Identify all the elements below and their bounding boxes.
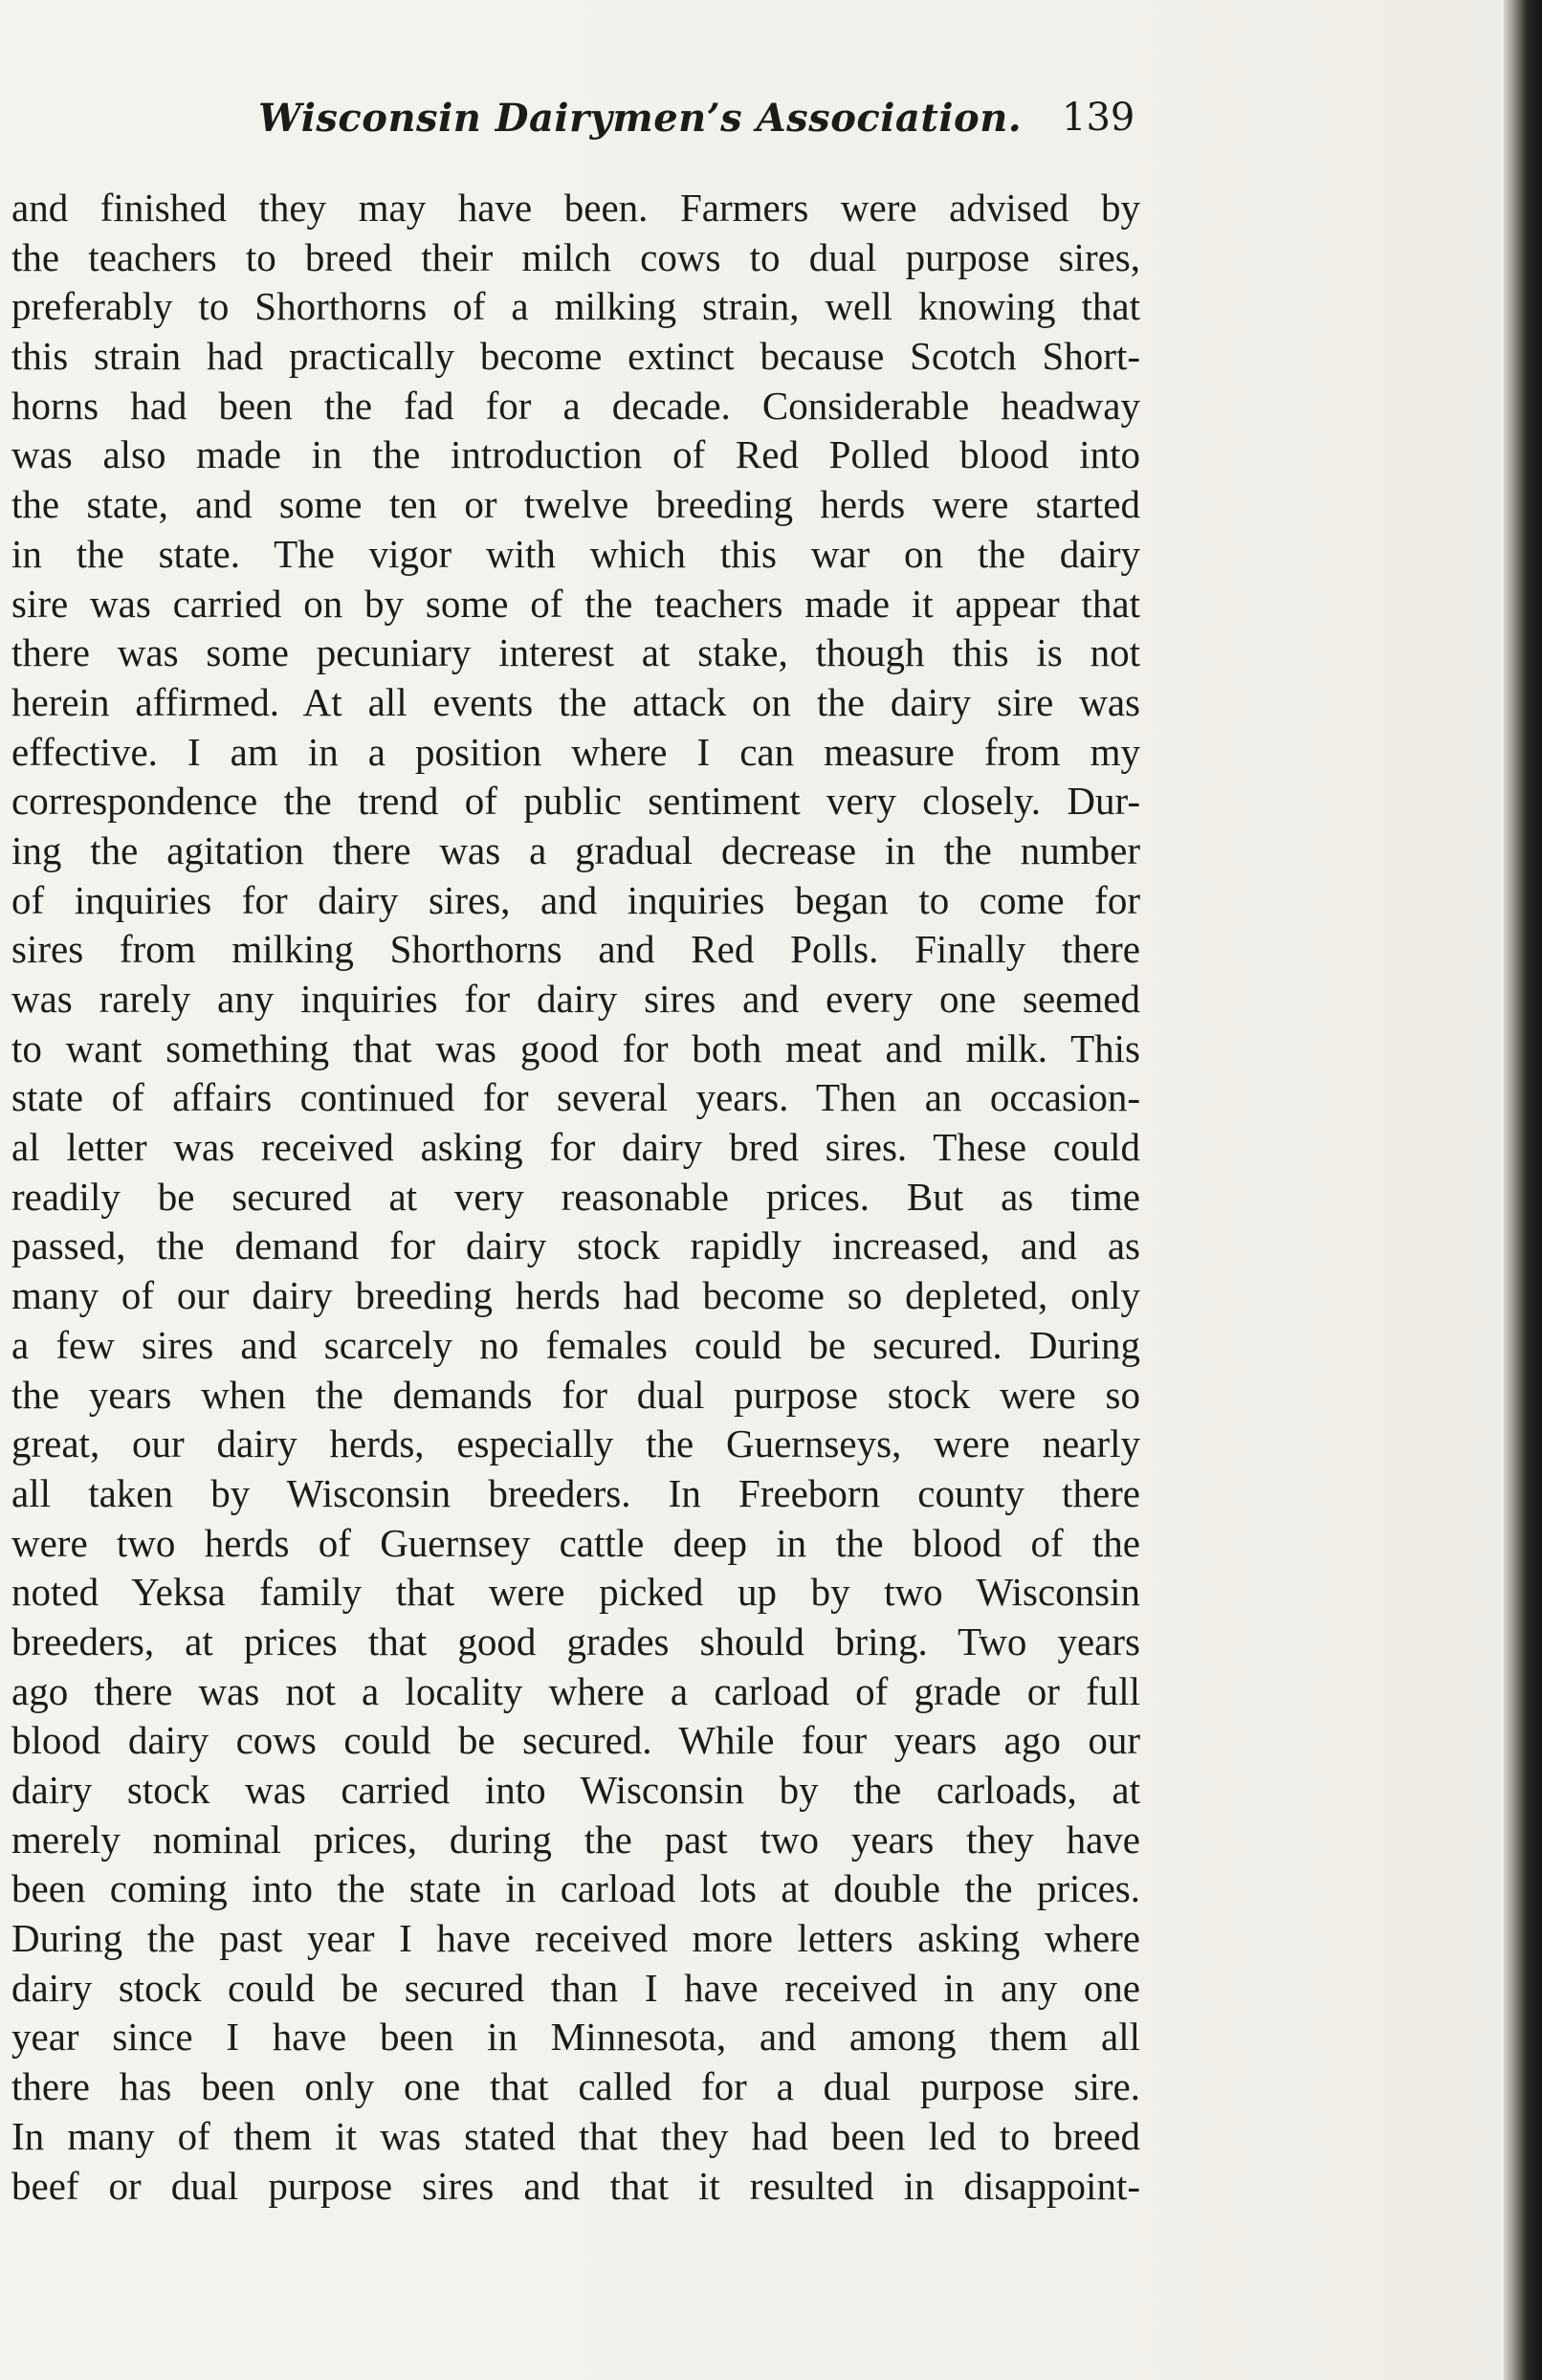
- text-line: the state, and some ten or twelve breeding herds were started: [11, 482, 1140, 527]
- text-line: dairy stock could be secured than I have received in any one: [11, 1965, 1140, 2010]
- text-line: sires from milking Shorthorns and Red Polls. Finally there: [11, 927, 1140, 972]
- text-line: sire was carried on by some of the teachers made it appear that: [11, 581, 1140, 626]
- text-line: noted Yeksa family that were picked up by two Wisconsin: [11, 1570, 1140, 1615]
- page-number: 139: [1062, 96, 1135, 140]
- text-line: many of our dairy breeding herds had become so depleted, only: [11, 1273, 1140, 1318]
- text-line: state of affairs continued for several years. Then an occasion-: [11, 1075, 1140, 1120]
- text-line: breeders, at prices that good grades should bring. Two years: [11, 1619, 1140, 1664]
- text-line: ing the agitation there was a gradual decrease in the number: [11, 827, 1140, 872]
- body-text: [11, 184, 1140, 2211]
- text-line: the years when the demands for dual purpose stock were so: [11, 1372, 1140, 1417]
- text-line: preferably to Shorthorns of a milking strain, well knowing that: [11, 284, 1140, 329]
- text-line: there has been only one that called for a dual purpose sire.: [11, 2064, 1140, 2109]
- text-line: in the state. The vigor with which this war on the dairy: [11, 531, 1140, 576]
- text-line: of inquiries for dairy sires, and inquiries began to come for: [11, 877, 1140, 922]
- text-line: During the past year I have received more letters asking where: [11, 1916, 1140, 1961]
- book-binding-edge: [1504, 0, 1542, 2380]
- text-line: the teachers to breed their milch cows to dual purpose sires,: [11, 234, 1140, 279]
- text-line: great, our dairy herds, especially the Guernseys, were nearly: [11, 1421, 1140, 1466]
- text-line: to want something that was good for both meat and milk. This: [11, 1025, 1140, 1070]
- text-line: merely nominal prices, during the past two years they have: [11, 1817, 1140, 1862]
- text-line: passed, the demand for dairy stock rapidly increased, and as: [11, 1223, 1140, 1268]
- text-line: year since I have been in Minnesota, and among them all: [11, 2015, 1140, 2060]
- text-line: ago there was not a locality where a carload of grade or full: [11, 1668, 1140, 1713]
- text-line: was also made in the introduction of Red Polled blood into: [11, 432, 1140, 477]
- text-line: were two herds of Guernsey cattle deep in the blood of the: [11, 1520, 1140, 1565]
- running-title: Wisconsin Dairymen’s Association.: [258, 96, 1023, 141]
- text-line: beef or dual purpose sires and that it resulted in disappoint-: [11, 2163, 1140, 2208]
- text-line: been coming into the state in carload lots at double the prices.: [11, 1866, 1140, 1911]
- running-head: [0, 96, 1542, 163]
- text-line: herein affirmed. At all events the attack on the dairy sire was: [11, 679, 1140, 724]
- text-line: this strain had practically become extinct because Scotch Short-: [11, 334, 1140, 379]
- text-line: readily be secured at very reasonable prices. But as time: [11, 1174, 1140, 1219]
- text-line: correspondence the trend of public sentiment very closely. Dur-: [11, 779, 1140, 824]
- text-line: horns had been the fad for a decade. Considerable headway: [11, 383, 1140, 428]
- text-line: there was some pecuniary interest at stake, though this is not: [11, 630, 1140, 675]
- text-line: all taken by Wisconsin breeders. In Freeborn county there: [11, 1470, 1140, 1515]
- text-line: and finished they may have been. Farmers were advised by: [11, 186, 1140, 230]
- text-line: blood dairy cows could be secured. While four years ago our: [11, 1718, 1140, 1763]
- text-line: effective. I am in a position where I can measure from my: [11, 729, 1140, 774]
- text-line: al letter was received asking for dairy bred sires. These could: [11, 1125, 1140, 1170]
- text-line: was rarely any inquiries for dairy sires and every one seemed: [11, 977, 1140, 1021]
- text-line: In many of them it was stated that they had been led to breed: [11, 2113, 1140, 2158]
- text-line: a few sires and scarcely no females could be secured. During: [11, 1322, 1140, 1367]
- text-line: dairy stock was carried into Wisconsin by the carloads, at: [11, 1768, 1140, 1812]
